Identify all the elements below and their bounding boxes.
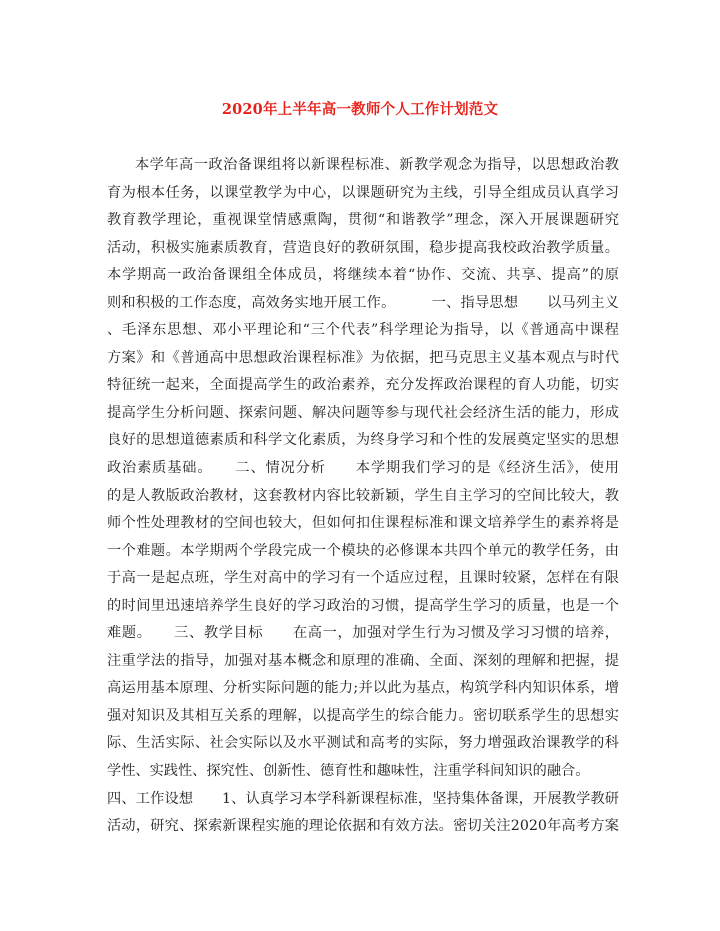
body-line: 四、工作设想 1、认真学习本学科新课程标准，坚持集体备课，开展教学教研 xyxy=(107,790,619,807)
body-line: 一个难题。本学期两个学段完成一个模块的必修课本共四个单元的教学任务，由 xyxy=(107,542,619,559)
body-line: 活动，积极实施素质教育，营造良好的教研氛围，稳步提高我校政治教学质量。 xyxy=(107,239,619,256)
document-body xyxy=(107,152,619,841)
body-line: 本学期高一政治备课组全体成员，将继续本着“协作、交流、共享、提高”的原 xyxy=(107,267,619,284)
body-line: 育为根本任务，以课堂教学为中心，以课题研究为主线，引导全组成员认真学习 xyxy=(107,184,619,201)
body-line: 提高学生分析问题、探索问题、解决问题等参与现代社会经济生活的能力，形成 xyxy=(107,404,619,421)
body-line: 师个性处理教材的空间也较大，但如何扣住课程标准和课文培养学生的素养将是 xyxy=(107,515,619,532)
document-title: 2020年上半年高一教师个人工作计划范文 xyxy=(221,101,499,118)
body-line: 良好的思想道德素质和科学文化素质，为终身学习和个性的发展奠定坚实的思想 xyxy=(107,432,619,449)
body-line: 政治素质基础。 二、情况分析 本学期我们学习的是《经济生活》，使用 xyxy=(107,460,619,477)
body-line: 的是人教版政治教材，这套教材内容比较新颖，学生自主学习的空间比较大，教 xyxy=(107,487,619,504)
body-line: 难题。 三、教学目标 在高一，加强对学生行为习惯及学习习惯的培养， xyxy=(107,625,619,642)
body-line: 特征统一起来，全面提高学生的政治素养，充分发挥政治课程的育人功能，切实 xyxy=(107,377,619,394)
body-line: 学性、实践性、探究性、创新性、德育性和趣味性，注重学科间知识的融合。 xyxy=(107,763,590,780)
body-line: 则和积极的工作态度，高效务实地开展工作。 一、指导思想 以马列主义 xyxy=(107,294,619,311)
body-line: 、毛泽东思想、邓小平理论和“三个代表”科学理论为指导，以《普通高中课程 xyxy=(107,322,619,339)
body-line: 方案》和《普通高中思想政治课程标准》为依据，把马克思主义基本观点与时代 xyxy=(107,349,619,366)
body-line: 于高一是起点班，学生对高中的学习有一个适应过程，且课时较紧，怎样在有限 xyxy=(107,570,619,587)
body-line: 的时间里迅速培养学生良好的学习政治的习惯，提高学生学习的质量，也是一个 xyxy=(107,597,619,614)
body-line: 高运用基本原理、分析实际问题的能力;并以此为基点，构筑学科内知识体系，增 xyxy=(107,680,619,697)
body-line: 强对知识及其相互关系的理解，以提高学生的综合能力。密切联系学生的思想实 xyxy=(107,707,619,724)
body-line: 本学年高一政治备课组将以新课程标准、新教学观念为指导，以思想政治教 xyxy=(135,157,619,173)
body-line: 教育教学理论，重视课堂情感熏陶，贯彻“和谐教学”理念，深入开展课题研究 xyxy=(107,212,619,229)
body-line: 际、生活实际、社会实际以及水平测试和高考的实际，努力增强政治课教学的科 xyxy=(107,735,619,752)
body-line: 活动，研究、探索新课程实施的理论依据和有效方法。密切关注2020年高考方案 xyxy=(107,818,619,835)
body-line: 注重学法的指导，加强对基本概念和原理的准确、全面、深刻的理解和把握，提 xyxy=(107,652,619,669)
